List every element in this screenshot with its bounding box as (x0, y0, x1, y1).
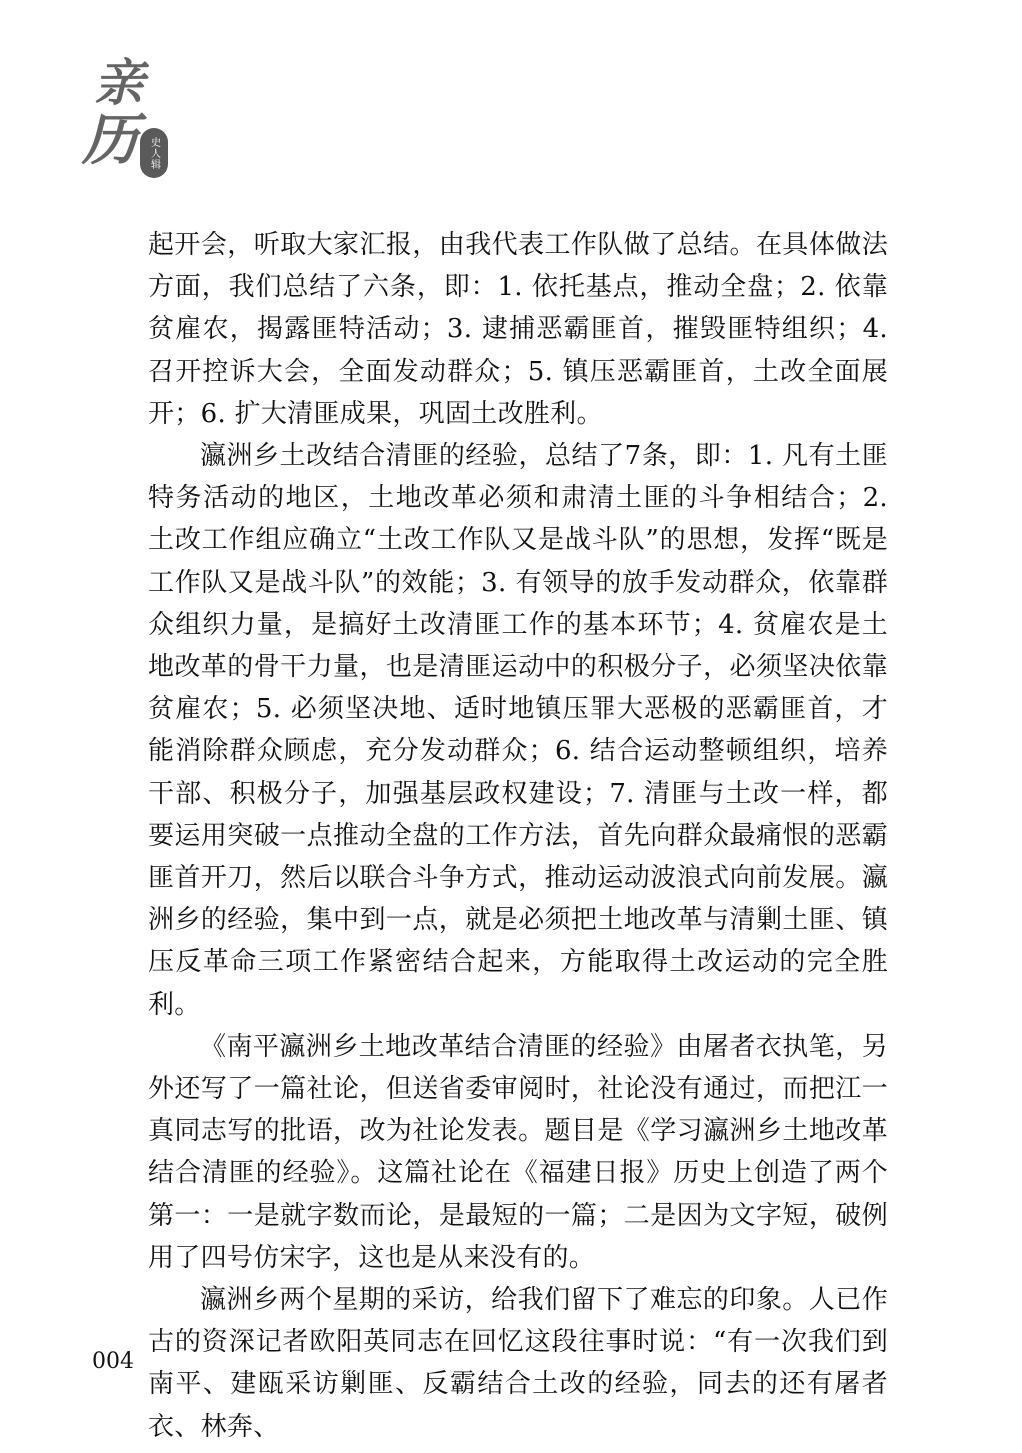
book-logo (68, 48, 178, 198)
paragraph-4: 瀛洲乡两个星期的采访，给我们留下了难忘的印象。人已作古的资深记者欧阳英同志在回忆这段往事时说：“有一次我们到南平、建瓯采访剿匪、反霸结合土改的经验，同去的还有屠者衣、林奔、 (148, 1285, 888, 1442)
page-number: 004 (92, 1349, 134, 1374)
paragraph-3: 《南平瀛洲乡土地改革结合清匪的经验》由屠者衣执笔，另外还写了一篇社论，但送省委审阅时，社论没有通过，而把江一真同志写的批语，改为社论发表。题目是《学习瀛洲乡土地改革结合清匪的经验》。这篇社论在《福建日报》历史上创造了两个第一：一是就字数而论，是最短的一篇；二是因为文字短，破例用了四号仿宋字，这也是从来没有的。 (148, 1031, 888, 1273)
paragraph-2: 瀛洲乡土改结合清匪的经验，总结了7条，即：1. 凡有土匪特务活动的地区，土地改革必须和肃清土匪的斗争相结合；2. 土改工作组应确立“土改工作队又是战斗队”的思想，发挥“既是工作队又是战斗队”的效能；3. 有领导的放手发动群众，依靠群众组织力量，是搞好土改清匪工作的基本环节；4. 贫雇农是土地改革的骨干力量，也是清匪运动中的积极分子，必须坚决依靠贫雇农；5. 必须坚决地、适时地镇压罪大恶极的恶霸匪首，才能消除群众顾虑，充分发动群众；6. 结合运动整顿组织，培养干部、积极分子，加强基层政权建设；7. 清匪与土改一样，都要运用突破一点推动全盘的工作方法，首先向群众最痛恨的恶霸匪首开刀，然后以联合斗争方式，推动运动波浪式向前发展。瀛洲乡的经验，集中到一点，就是必须把土地改革与清剿土匪、镇压反革命三项工作紧密结合起来，方能取得土改运动的完全胜利。 (148, 441, 888, 1020)
logo-char-li: 历 (82, 107, 138, 173)
text-body (148, 224, 888, 1448)
logo-char-qin: 亲 (94, 53, 144, 112)
logo-seal: 史人辑 (140, 128, 168, 178)
paragraph-1: 起开会，听取大家汇报，由我代表工作队做了总结。在具体做法方面，我们总结了六条，即：1. 依托基点，推动全盘；2. 依靠贫雇农，揭露匪特活动；3. 逮捕恶霸匪首，摧毁匪特组织；4. 召开控诉大会，全面发动群众；5. 镇压恶霸匪首，土改全面展开；6. 扩大清匪成果，巩固土改胜利。 (148, 230, 888, 429)
